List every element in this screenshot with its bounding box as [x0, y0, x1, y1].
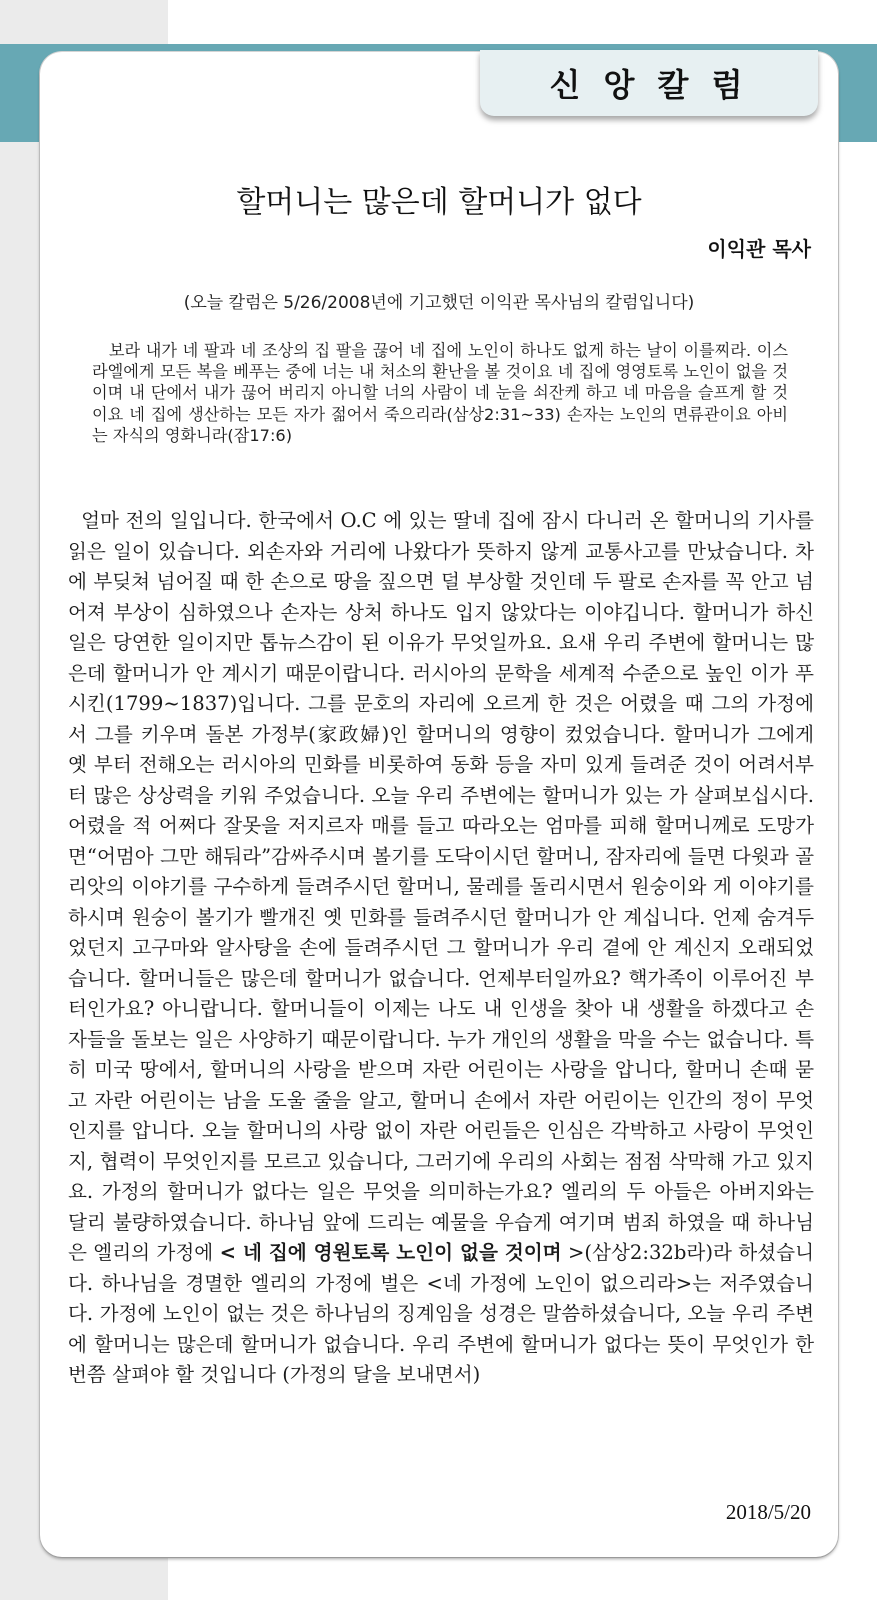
scripture-quote	[92, 340, 788, 446]
body-text-part2: >(삼상2:32b라)라 하셨습니다. 하나님을 경멸한 엘리의 가정에 벌은 <네 가정에 노인이 없으리라>는 저주였습니다. 가정에 노인이 없는 것은 하나님의 징계임을 성경은 말씀하셨습니다, 오늘 우리 주변에 할머니는 많은데 할머니가 없습니다. 우리 주변에 할머니가 없다는 뜻이 무엇인가 한 번쯤 살펴야 할 것입니다 (가정의 달을 보내면서)	[68, 1241, 815, 1386]
scripture-text: 보라 내가 네 팔과 네 조상의 집 팔을 끊어 네 집에 노인이 하나도 없게 하는 날이 이를찌라. 이스라엘에게 모든 복을 베푸는 중에 너는 내 처소의 환난을 볼 것이요 네 집에 영영토록 노인이 없을 것이며 내 단에서 내가 끊어 버리지 아니할 너의 사람이 네 눈을 쇠잔케 하고 네 마음을 슬프게 할 것이요 네 집에 생산하는 모든 자가 젊어서 죽으리라(삼상2:31~33) 손자는 노인의 면류관이요 아비는 자식의 영화니라(잠17:6)	[92, 341, 788, 445]
column-body	[68, 506, 814, 1391]
editor-note: (오늘 칼럼은 5/26/2008년에 기고했던 이익관 목사님의 칼럼입니다)	[183, 293, 695, 313]
body-text-part1: 얼마 전의 일입니다. 한국에서 O.C 에 있는 딸네 집에 잠시 다니러 온 할머니의 기사를 읽은 일이 있습니다. 외손자와 거리에 나왔다가 뜻하지 않게 교통사고를 만났습니다. 차에 부딪쳐 넘어질 때 한 손으로 땅을 짚으면 덜 부상할 것인데 두 팔로 손자를 꼭 안고 넘어져 부상이 심하였으나 손자는 상처 하나도 입지 않았다는 이야깁니다. 할머니가 하신일은 당연한 일이지만 톱뉴스감이 된 이유가 무엇일까요. 요새 우리 주변에 할머니는 많은데 할머니가 안 계시기 때문이랍니다. 러시아의 문학을 세계적 수준으로 높인 이가 푸시킨(1799~1837)입니다. 그를 문호의 자리에 오르게 한 것은 어렸을 때 그의 가정에서 그를 키우며 돌본 가정부(家政婦)인 할머니의 영향이 컸었습니다. 할머니가 그에게 옛 부터 전해오는 러시아의 민화를 비롯하여 동화 등을 자미 있게 들려준 것이 어려서부터 많은 상상력을 키워 주었습니다. 오늘 우리 주변에는 할머니가 있는 가 살펴보십시다. 어렸을 적 어쩌다 잘못을 저지르자 매를 들고 따라오는 엄마를 피해 할머니께로 도망가면“어멈아 그만 해둬라”감싸주시며 볼기를 도닥이시던 할머니, 잠자리에 들면 다윗과 골리앗의 이야기를 구수하게 들려주시던 할머니, 물레를 돌리시면서 원숭이와 게 이야기를 하시며 원숭이 볼기가 빨개진 옛 민화를 들려주시던 할머니가 안 계십니다. 언제 숨겨두었던지 고구마와 알사탕을 손에 들려주시던 그 할머니가 우리 곁에 안 계신지 오래되었습니다. 할머니들은 많은데 할머니가 없습니다. 언제부터일까요? 핵가족이 이루어진 부터인가요? 아니랍니다. 할머니들이 이제는 나도 내 인생을 찾아 내 생활을 하겠다고 손자들을 돌보는 일은 사양하기 때문이랍니다. 누가 개인의 생활을 막을 수는 없습니다. 특히 미국 땅에서, 할머니의 사랑을 받으며 자란 어린이는 사랑을 압니다, 할머니 손때 묻고 자란 어린이는 남을 도울 줄을 알고, 할머니 손에서 자란 어린이는 인간의 정이 무엇인지를 압니다. 오늘 할머니의 사랑 없이 자란 어린들은 인심은 각박하고 사랑이 무엇인지, 협력이 무엇인지를 모르고 있습니다, 그러기에 우리의 사회는 점점 삭막해 가고 있지요. 가정의 할머니가 없다는 일은 무엇을 의미하는가요? 엘리의 두 아들은 아버지와는 달리 불량하였습니다. 하나님 앞에 드리는 예물을 우습게 여기며 범죄 하였을 때 하나님은 엘리의 가정에	[68, 509, 815, 1264]
body-bold-quote: < 네 집에 영원토록 노인이 없을 것이며	[219, 1241, 562, 1264]
section-tab	[480, 50, 818, 116]
column-title: 할머니는 많은데 할머니가 없다	[236, 185, 642, 221]
author-name: 이익관 목사	[707, 237, 811, 261]
section-label: 신 앙 칼 럼	[549, 66, 749, 104]
publish-date: 2018/5/20	[725, 1500, 811, 1524]
